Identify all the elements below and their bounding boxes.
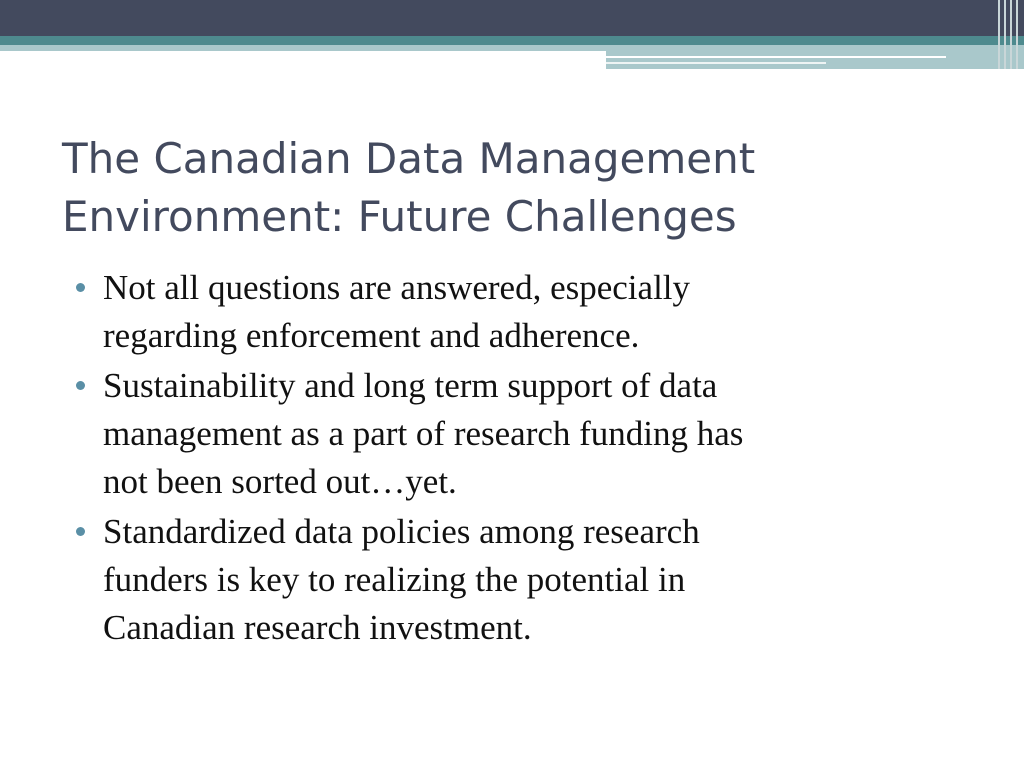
- bullet-text-line: funders is key to realizing the potential in: [103, 560, 686, 599]
- bullet-text-line: regarding enforcement and adherence.: [103, 316, 640, 355]
- slide-title-line: The Canadian Data Management: [62, 134, 756, 183]
- bullet-dot-icon: [76, 283, 85, 292]
- bullet-text-line: Canadian research investment.: [103, 608, 532, 647]
- header-bar-teal: [0, 36, 1024, 45]
- bullet-text-line: Sustainability and long term support of data: [103, 366, 718, 405]
- bullet-item: [76, 508, 976, 652]
- header-accent-line: [606, 62, 826, 64]
- slide-title-line: Environment: Future Challenges: [62, 192, 737, 241]
- bullet-item: [76, 362, 976, 506]
- bullet-text-line: not been sorted out…yet.: [103, 462, 457, 501]
- bullet-item: [76, 264, 976, 360]
- bullet-list: [76, 264, 976, 654]
- bullet-dot-icon: [76, 527, 85, 536]
- bullet-text-line: management as a part of research funding has: [103, 414, 744, 453]
- header-bar-dark: [0, 0, 1024, 36]
- slide-title: [62, 130, 962, 246]
- bullet-dot-icon: [76, 381, 85, 390]
- bullet-text-line: Standardized data policies among research: [103, 512, 700, 551]
- header-stripes: [994, 0, 1024, 69]
- bullet-text-line: Not all questions are answered, especially: [103, 268, 691, 307]
- header-accent-line: [606, 56, 946, 58]
